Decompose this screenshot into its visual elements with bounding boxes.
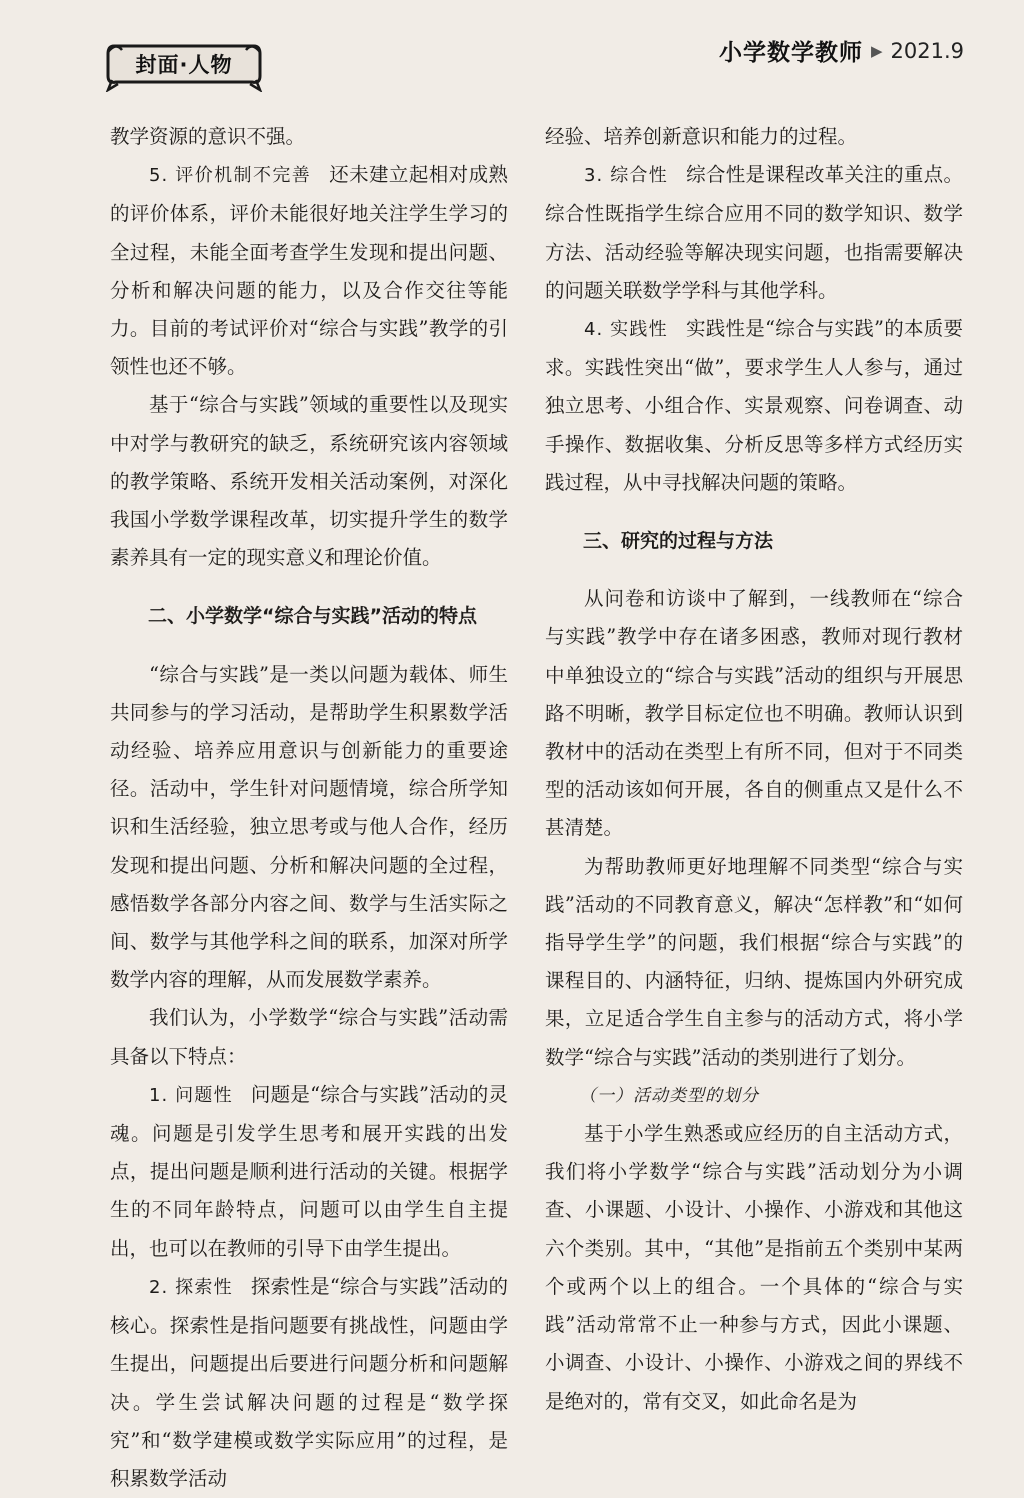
left-column [110, 118, 508, 1498]
paragraph [110, 1268, 508, 1498]
page-header [0, 0, 1024, 110]
triangle-arrow-icon: ▶ [870, 41, 883, 60]
paragraph: 我们认为，小学数学“综合与实践”活动需具备以下特点： [110, 1006, 508, 1068]
paragraph [545, 310, 963, 502]
paragraph: 为帮助教师更好地理解不同类型“综合与实践”活动的不同教育意义，解决“怎样教”和“如何指导学生学”的问题，我们根据“综合与实践”的课程目的、内涵特征，归纳、提炼国内外研究成果，立足适合学生自主参与的活动方式，将小学数学“综合与实践”活动的类别进行了划分。 [545, 854, 963, 1069]
paragraph: 从问卷和访谈中了解到，一线教师在“综合与实践”教学中存在诸多困惑，教师对现行教材中单独设立的“综合与实践”活动的组织与开展思路不明晰，教学目标定位也不明确。教师认识到教材中的活动在类型上有所不同，但对于不同类型的活动该如何开展，各自的侧重点又是什么不甚清楚。 [545, 587, 963, 840]
paragraph-text: 问题是“综合与实践”活动的灵魂。问题是引发学生思考和展开实践的出发点，提出问题是顺利进行活动的关键。根据学生的不同年龄特点，问题可以由学生自主提出，也可以在教师的引导下由学生提出。 [110, 1082, 508, 1260]
paragraph-text: 探索性是“综合与实践”活动的核心。探索性是指问题要有挑战性，问题由学生提出，问题提出后要进行问题分析和问题解决。学生尝试解决问题的过程是“数学探究”和“数学建模或数学实际应用”的过程，是积累数学活动 [110, 1274, 508, 1490]
paragraph-text: 综合性是课程改革关注的重点。综合性既指学生综合应用不同的数学知识、数学方法、活动经验等解决现实问题，也指需要解决的问题关联数学学科与其他学科。 [545, 163, 963, 302]
item-keyword: 1. 问题性 [149, 1084, 233, 1106]
journal-issue: 2021.9 [890, 38, 964, 63]
section-heading: 二、小学数学“综合与实践”活动的特点 [148, 605, 477, 628]
section-label: 封面·人物 [135, 53, 233, 77]
item-keyword: 2. 探索性 [149, 1276, 233, 1298]
paragraph: 基于“综合与实践”领域的重要性以及现实中对学与教研究的缺乏，系统研究该内容领域的教学策略、系统开发相关活动案例，对深化我国小学数学课程改革，切实提升学生的数学素养具有一定的现实意义和理论价值。 [110, 393, 508, 570]
journal-info [719, 34, 964, 67]
section-banner [104, 36, 264, 92]
paragraph-text: 还未建立起相对成熟的评价体系，评价未能很好地关注学生学习的全过程，未能全面考查学生发现和提出问题、分析和解决问题的能力，以及合作交往等能力。目前的考试评价对“综合与实践”教学的引领性也还不够。 [110, 163, 508, 379]
item-keyword: 4. 实践性 [584, 319, 668, 341]
paragraph: 基于小学生熟悉或应经历的自主活动方式，我们将小学数学“综合与实践”活动划分为小调查、小课题、小设计、小操作、小游戏和其他这六个类别。其中，“其他”是指前五个类别中某两个或两个以上的组合。一个具体的“综合与实践”活动常常不止一种参与方式，因此小课题、小调查、小设计、小操作、小游戏之间的界线不是绝对的，常有交叉，如此命名是为 [545, 1122, 963, 1413]
subsection-heading: （一）活动类型的划分 [579, 1085, 759, 1106]
paragraph [110, 156, 508, 386]
paragraph [545, 156, 963, 310]
paragraph: “综合与实践”是一类以问题为载体、师生共同参与的学习活动，是帮助学生积累数学活动经验、培养应用意识与创新能力的重要途径。活动中，学生针对问题情境，综合所学知识和生活经验，独立思考或与他人合作，经历发现和提出问题、分析和解决问题的全过程，感悟数学各部分内容之间、数学与生活实际之间、数学与其他学科之间的联系，加深对所学数学内容的理解，从而发展数学素养。 [110, 662, 508, 992]
item-keyword: 3. 综合性 [584, 165, 669, 187]
paragraph: 经验、培养创新意识和能力的过程。 [545, 125, 858, 148]
journal-name: 小学数学教师 [718, 40, 863, 66]
item-keyword: 5. 评价机制不完善 [149, 165, 312, 187]
paragraph: 教学资源的意识不强。 [110, 125, 306, 148]
paragraph [110, 1076, 508, 1268]
section-heading: 三、研究的过程与方法 [583, 530, 774, 553]
right-column [545, 118, 963, 1421]
paragraph-text: 实践性是“综合与实践”的本质要求。实践性突出“做”，要求学生人人参与，通过独立思考、小组合作、实景观察、问卷调查、动手操作、数据收集、分析反思等多样方式经历实践过程，从中寻找解决问题的策略。 [545, 317, 963, 494]
